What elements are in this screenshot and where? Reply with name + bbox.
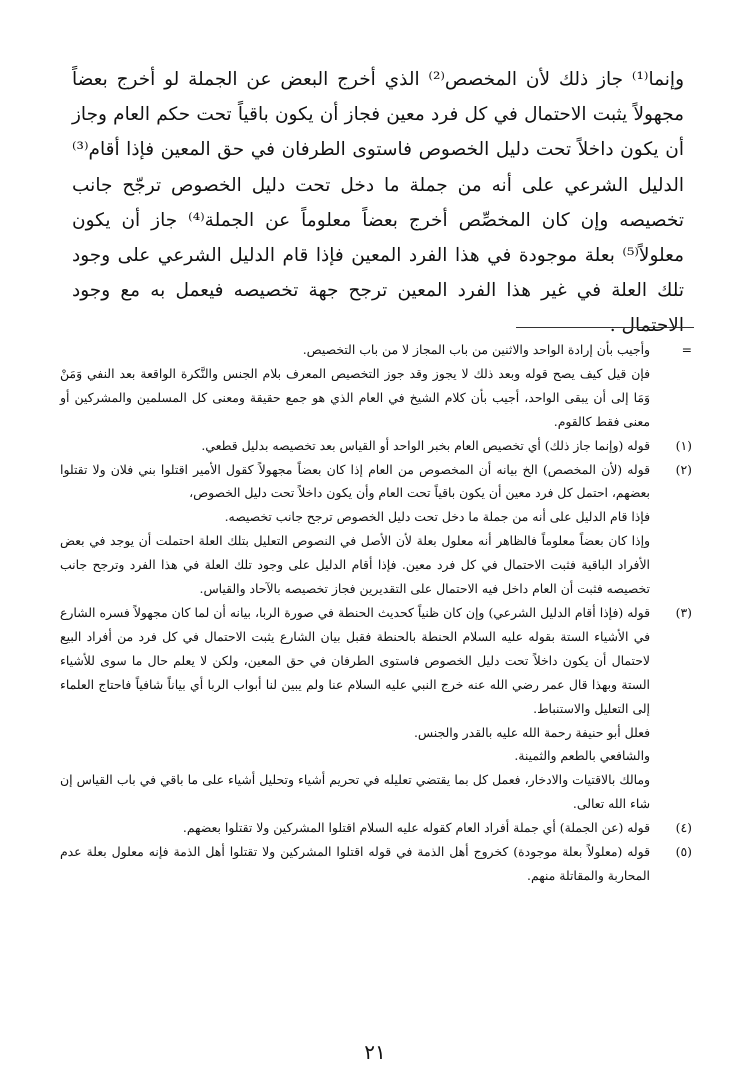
footnote-marker: = <box>681 342 692 357</box>
footnote-2 <box>60 458 692 601</box>
footnote-marker: (٣) <box>675 604 692 620</box>
footnote-paragraph: قوله (لأن المخصص) الخ بيانه أن المخصوص من العام إذا كان بعضاً مجهولاً كقول الأمير اقتلوا بني فلان ولا تقتلوا بعضهم، احتمل كل فرد معين أن يكون باقياً تحت العام وأن يكون داخلاً تحت دليل الخصوص، <box>60 461 650 501</box>
footnote-marker: (٥) <box>675 844 692 860</box>
footnote-paragraph: وإذا كان بعضاً معلوماً فالظاهر أنه معلول بعلة لأن الأصل في النصوص التعليل بتلك العلة احتملت أن يوجد في بعض الأفراد الباقية فثبت الاحتمال في كل فرد معين. فإذا أقام الدليل على وجود تلك العلة في هذا الفرد وترجح جانب تخصيصه فثبت أن العام داخل فيه الاحتمال على التقديرين فجاز تخصيصه بالآحاد والقياس. <box>60 533 650 597</box>
footnote-3 <box>60 601 692 816</box>
footnote-paragraph: فإذا قام الدليل على أنه من جملة ما دخل تحت دليل الخصوص ترجح جانب تخصيصه. <box>224 509 650 525</box>
main-paragraph: وإنما⁽¹⁾ جاز ذلك لأن المخصص⁽²⁾ الذي أخرج البعض عن الجملة لو أخرج بعضاً مجهولاً يثبت الاحتمال في كل فرد معين فجاز أن يكون باقياً تحت حكم العام وجاز أن يكون داخلاً تحت دليل الخصوص فاستوى الطرفان في حق المعين فإذا أقام⁽³⁾ الدليل الشرعي على أنه من جملة ما دخل تحت دليل الخصوص ترجّح جانب تخصيصه وإن كان المخصِّص أخرج بعضاً معلوماً عن الجملة⁽⁴⁾ جاز أن يكون معلولاً⁽⁵⁾ بعلة موجودة في هذا الفرد المعين فإذا قام الدليل الشرعي على وجود تلك العلة في غير هذا الفرد المعين ترجح جهة تخصيصه فيعمل به مع وجود الاحتمال . <box>72 69 685 337</box>
footnote-paragraph: وأجيب بأن إرادة الواحد والاثنين من باب المجاز لا من باب التخصيص. <box>302 342 650 357</box>
footnote-paragraph: ومالك بالاقتيات والادخار، فعمل كل بما يقتضي تعليله في تحريم أشياء وتحليل أشياء على ما باقي في باب القياس إن شاء الله تعالى. <box>60 772 650 812</box>
footnote-4 <box>60 816 692 840</box>
footnote-continuation <box>60 338 692 434</box>
footnote-paragraph: قوله (فإذا أقام الدليل الشرعي) وإن كان ظنياً كحديث الحنطة في صورة الربا، بيانه أن لما كان مجهولاً فسره الشارع في الأشياء الستة بقوله عليه السلام الحنطة بالحنطة فقبل بيان الشارع يثبت الاحتمال في كل فرد من أفراد البيع لاحتمال أن يكون داخلاً تحت دليل الخصوص فاستوى الطرفان في حق المعين، ولكن لا يعلم حال ما سوى للأشياء الستة وبهذا قال عمر رضي الله عنه خرج النبي عليه السلام عنا ولم يبين لنا أبواب الربا أي بياناً شافياً فاحتاج العلماء إلى التعليل والاستنباط. <box>60 604 650 716</box>
footnote-paragraph: فعلل أبو حنيفة رحمة الله عليه بالقدر والجنس. <box>413 724 650 740</box>
page-number: ٢١ <box>364 1040 386 1064</box>
footnote-marker: (٢) <box>675 461 692 477</box>
footnote-paragraph: فإن قيل كيف يصح قوله وبعد ذلك لا يجوز وقد جوز التخصيص المعرف بلام الجنس والنَّكرة الواقعة بعد النفي وَمَنْ وَمَا إلى أن يبقى الواحد، أجيب بأن كلام الشيخ في العام الذي هو جمع حقيقة ومعنى كل المسلمين والمشركين أو معنى فقط كالقوم. <box>60 365 650 429</box>
main-text <box>72 62 684 344</box>
footnote-separator <box>516 327 694 328</box>
footnote-1 <box>60 434 692 458</box>
footnote-5 <box>60 840 692 888</box>
footnote-paragraph: قوله (وإنما جاز ذلك) أي تخصيص العام بخبر الواحد أو القياس بعد تخصيصه بدليل قطعي. <box>201 437 650 453</box>
footnote-marker: (٤) <box>675 820 692 836</box>
footnote-marker: (١) <box>675 437 692 453</box>
footnote-paragraph: قوله (معلولاً بعلة موجودة) كخروج أهل الذمة في قوله اقتلوا المشركين ولا تقتلوا أهل الذمة فإنه معلول بعلة عدم المحاربة والمقاتلة منهم. <box>60 844 650 883</box>
footnote-paragraph: والشافعي بالطعم والثمينة. <box>514 748 650 764</box>
footnote-paragraph: قوله (عن الجملة) أي جملة أفراد العام كقوله عليه السلام اقتلوا المشركين ولا تقتلوا بعضهم. <box>182 820 650 836</box>
footnotes <box>60 338 692 888</box>
